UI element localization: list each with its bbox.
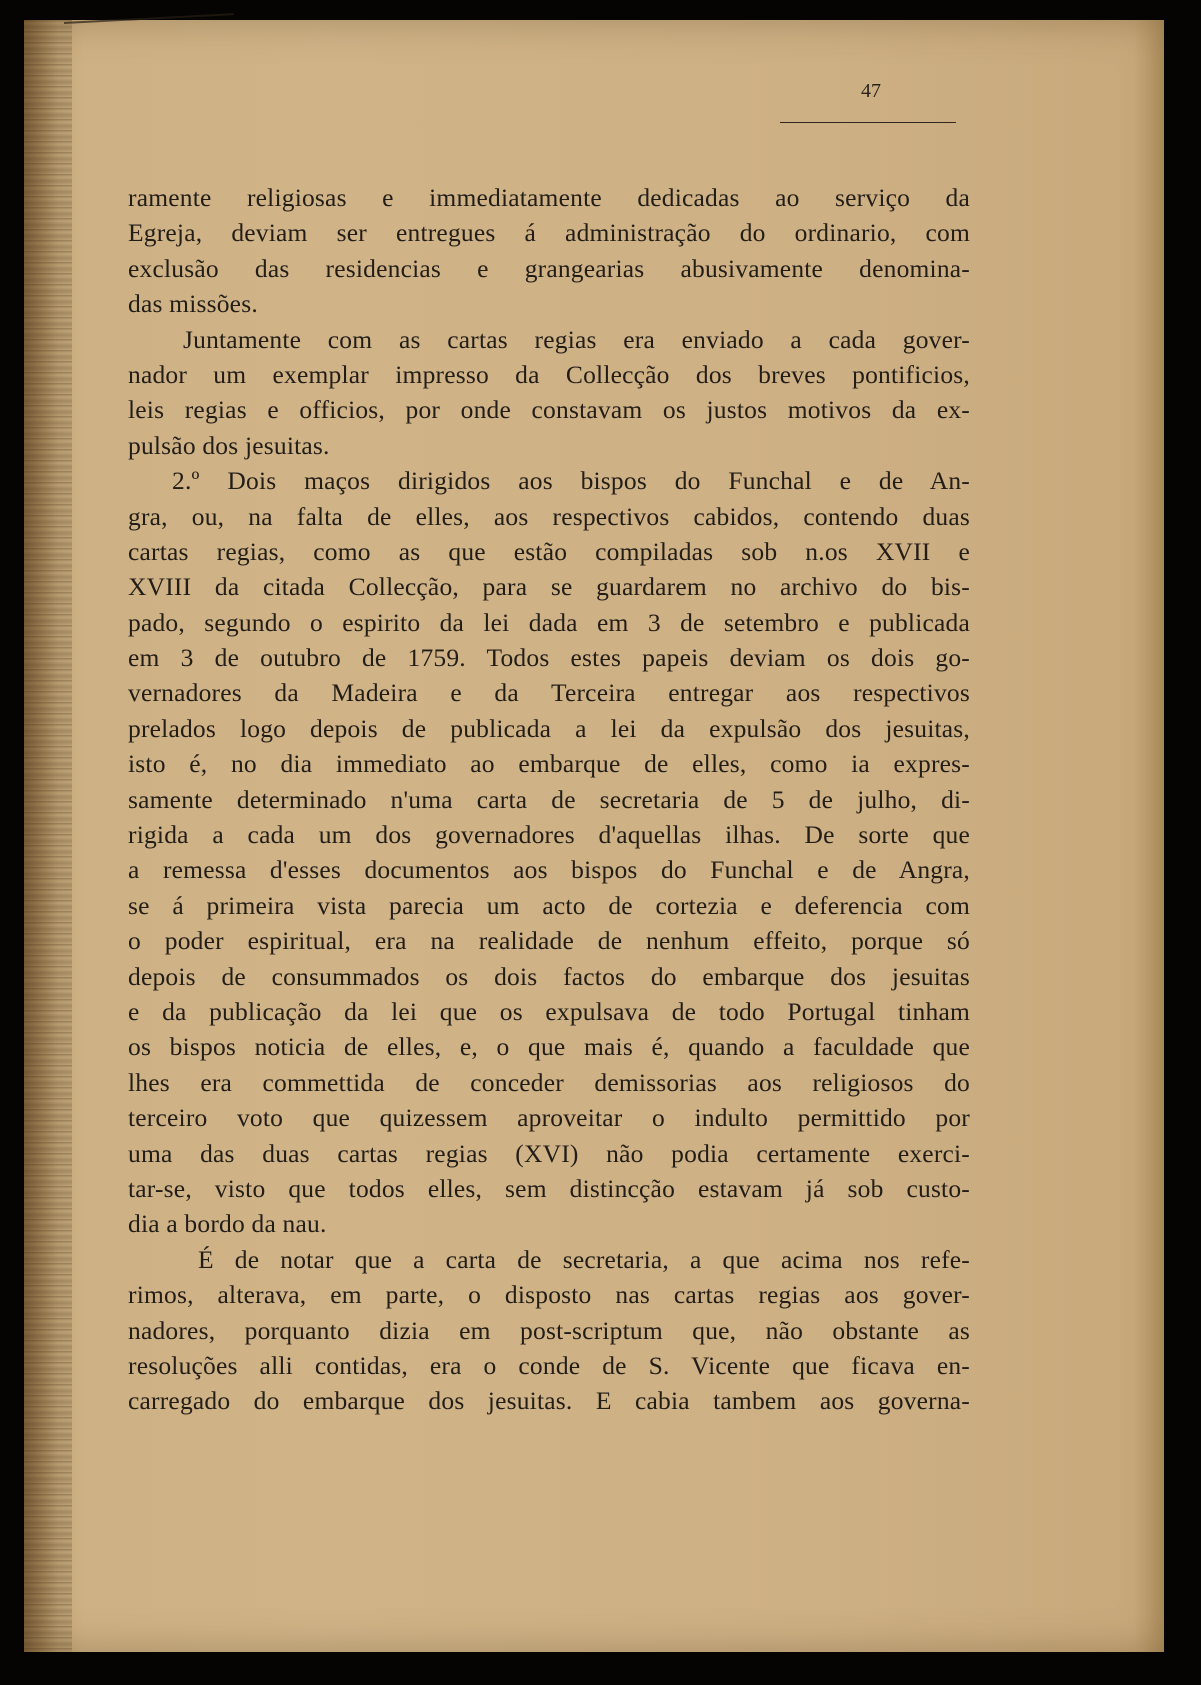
text-line: rimos, alterava, em parte, o disposto nas cartas regias aos gover- <box>128 1280 970 1310</box>
corner-mark <box>64 13 235 54</box>
text-line: vernadores da Madeira e da Terceira entregar aos respectivos <box>128 678 970 708</box>
text-line: gra, ou, na falta de elles, aos respectivos cabidos, contendo duas <box>128 501 970 531</box>
text-line: nador um exemplar impresso da Collecção dos breves pontificios, <box>128 359 970 389</box>
text-line: Egreja, deviam ser entregues á administração do ordinario, com <box>128 218 970 248</box>
text-line: se á primeira vista parecia um acto de cortezia e deferencia com <box>128 890 970 920</box>
text-line: leis regias e officios, por onde constavam os justos motivos da ex- <box>128 395 970 425</box>
text-line: os bispos noticia de elles, e, o que mais é, quando a faculdade que <box>128 1032 970 1062</box>
text-line: prelados logo depois de publicada a lei da expulsão dos jesuitas, <box>128 713 970 743</box>
text-line: das missões. <box>128 289 258 319</box>
text-line: cartas regias, como as que estão compiladas sob n.os XVII e <box>128 536 970 566</box>
text-line: uma das duas cartas regias (XVI) não podia certamente exerci- <box>128 1138 970 1168</box>
text-line: isto é, no dia immediato ao embarque de elles, como ia expres- <box>128 749 970 779</box>
binding-gutter <box>24 20 72 1652</box>
text-line: a remessa d'esses documentos aos bispos do Funchal e de Angra, <box>128 855 970 885</box>
text-line: nadores, porquanto dizia em post-scriptum que, não obstante as <box>128 1315 970 1345</box>
text-line: ramente religiosas e immediatamente dedicadas ao serviço da <box>128 183 970 212</box>
body-text <box>128 180 970 1419</box>
text-line: samente determinado n'uma carta de secretaria de 5 de julho, di- <box>128 784 970 814</box>
text-line: tar-se, visto que todos elles, sem distincção estavam já sob custo- <box>128 1173 970 1203</box>
text-line: o poder espiritual, era na realidade de nenhum effeito, porque só <box>128 926 970 956</box>
text-line: Juntamente com as cartas regias era enviado a cada gover- <box>183 324 970 354</box>
text-line: exclusão das residencias e grangearias abusivamente denomina- <box>128 253 970 283</box>
text-line: pado, segundo o espirito da lei dada em 3 de setembro e publicada <box>128 607 970 637</box>
header-rule <box>780 122 956 123</box>
text-line: carregado do embarque dos jesuitas. E cabia tambem aos governa- <box>128 1386 970 1416</box>
page-number: 47 <box>861 80 881 102</box>
text-line: rigida a cada um dos governadores d'aquellas ilhas. De sorte que <box>128 820 970 850</box>
text-line: depois de consummados os dois factos do embarque dos jesuitas <box>128 961 970 991</box>
text-line: pulsão dos jesuitas. <box>128 430 330 460</box>
text-line: É de notar que a carta de secretaria, a que acima nos refe- <box>198 1244 970 1274</box>
text-line: dia a bordo da nau. <box>128 1209 327 1239</box>
text-line: XVIII da citada Collecção, para se guardarem no archivo do bis- <box>128 572 970 602</box>
text-line: resoluções alli contidas, era o conde de S. Vicente que ficava en- <box>128 1350 970 1380</box>
text-line: terceiro voto que quizessem aproveitar o indulto permittido por <box>128 1103 970 1133</box>
text-line: 2.º Dois maços dirigidos aos bispos do Funchal e de An- <box>172 466 970 496</box>
text-line: e da publicação da lei que os expulsava de todo Portugal tinham <box>128 996 970 1026</box>
text-line: em 3 de outubro de 1759. Todos estes papeis deviam os dois go- <box>128 643 970 673</box>
text-line: lhes era commettida de conceder demissorias aos religiosos do <box>128 1067 970 1097</box>
